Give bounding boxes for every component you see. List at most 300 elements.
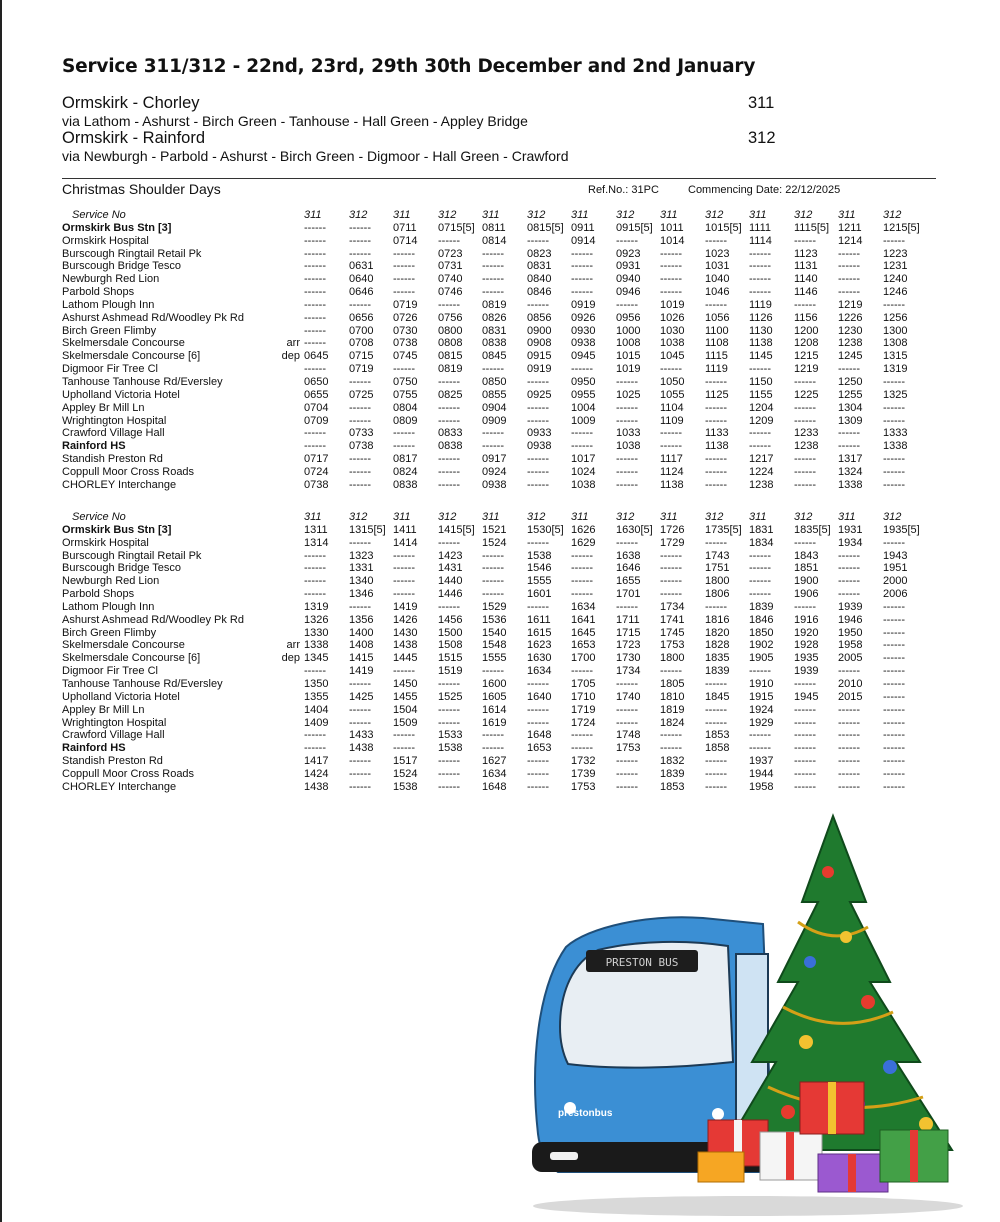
departure-time: ------ bbox=[838, 665, 860, 678]
departure-time: ------ bbox=[794, 536, 816, 549]
departure-time: 1130 bbox=[749, 324, 773, 337]
departure-time: 0715[5] bbox=[438, 221, 475, 234]
departure-time: ------ bbox=[482, 742, 504, 755]
departure-time: 1311 bbox=[304, 523, 328, 536]
departure-time: 1119 bbox=[705, 363, 728, 376]
departure-time: ------ bbox=[705, 465, 727, 478]
service-number: 312 bbox=[883, 209, 902, 221]
departure-time: 1338 bbox=[304, 639, 329, 652]
departure-time: ------ bbox=[705, 298, 727, 311]
departure-time: 1326 bbox=[304, 613, 329, 626]
departure-time: 1820 bbox=[705, 626, 730, 639]
service-number: 312 bbox=[349, 511, 368, 523]
stop-name: Ormskirk Bus Stn [3] bbox=[62, 523, 172, 536]
departure-time: 1538 bbox=[438, 742, 463, 755]
departure-time: 0825 bbox=[438, 388, 463, 401]
departure-time: 1734 bbox=[616, 665, 641, 678]
departure-time: 1900 bbox=[794, 575, 819, 588]
departure-time: 1445 bbox=[393, 652, 418, 665]
departure-time: 1324 bbox=[838, 465, 863, 478]
departure-time: 1655 bbox=[616, 575, 641, 588]
departure-time: ------ bbox=[482, 427, 504, 440]
departure-time: 1640 bbox=[527, 690, 552, 703]
departure-time: 1924 bbox=[749, 703, 774, 716]
stop-name: Digmoor Fir Tree Cl bbox=[62, 363, 158, 376]
departure-time: 1438 bbox=[304, 780, 329, 793]
departure-time: 1834 bbox=[749, 536, 774, 549]
timetable-row bbox=[0, 704, 1000, 717]
departure-time: 1623 bbox=[527, 639, 552, 652]
timetable-row bbox=[0, 588, 1000, 601]
timetable-row bbox=[0, 717, 1000, 730]
departure-time: 1626 bbox=[571, 523, 596, 536]
departure-time: 1800 bbox=[705, 575, 730, 588]
timetable-row bbox=[0, 479, 1000, 492]
departure-time: ------ bbox=[838, 703, 860, 716]
departure-time: 1850 bbox=[749, 626, 774, 639]
departure-time: ------ bbox=[393, 549, 415, 562]
arr-dep-marker: dep bbox=[281, 652, 300, 665]
departure-time: 1240 bbox=[883, 273, 908, 286]
stop-name: Appley Br Mill Ln bbox=[62, 703, 145, 716]
departure-time: 1138 bbox=[705, 440, 729, 453]
departure-time: 0925 bbox=[527, 388, 552, 401]
departure-time: 1404 bbox=[304, 703, 329, 716]
stop-name: CHORLEY Interchange bbox=[62, 780, 177, 793]
departure-time: ------ bbox=[616, 677, 638, 690]
departure-time: 1851 bbox=[794, 562, 819, 575]
stop-name: Birch Green Flimby bbox=[62, 626, 157, 639]
departure-time: ------ bbox=[304, 588, 326, 601]
departure-time: 1011 bbox=[660, 221, 684, 234]
departure-time: 1601 bbox=[527, 588, 552, 601]
stop-name: Lathom Plough Inn bbox=[62, 600, 155, 613]
departure-time: 1245 bbox=[838, 350, 863, 363]
departure-time: ------ bbox=[438, 234, 460, 247]
service-number: 311 bbox=[571, 209, 589, 221]
departure-time: 0838 bbox=[393, 478, 418, 491]
departure-time: ------ bbox=[749, 273, 771, 286]
departure-time: ------ bbox=[794, 703, 816, 716]
departure-time: ------ bbox=[349, 414, 371, 427]
departure-time: 1109 bbox=[660, 414, 684, 427]
departure-time: ------ bbox=[571, 575, 593, 588]
departure-time: ------ bbox=[349, 677, 371, 690]
departure-time: 1806 bbox=[705, 588, 730, 601]
departure-time: 1805 bbox=[660, 677, 685, 690]
departure-time: ------ bbox=[482, 665, 504, 678]
departure-time: ------ bbox=[660, 588, 682, 601]
departure-time: 1753 bbox=[616, 742, 641, 755]
departure-time: ------ bbox=[438, 716, 460, 729]
departure-time: ------ bbox=[794, 375, 816, 388]
arr-dep-marker: arr bbox=[286, 639, 300, 652]
departure-time: 1937 bbox=[749, 755, 774, 768]
timetable-row bbox=[0, 601, 1000, 614]
departure-time: 1946 bbox=[838, 613, 863, 626]
departure-time: ------ bbox=[883, 414, 905, 427]
departure-time: ------ bbox=[527, 478, 549, 491]
timetable-row bbox=[0, 665, 1000, 678]
departure-time: ------ bbox=[794, 600, 816, 613]
stop-name: Newburgh Red Lion bbox=[62, 273, 160, 286]
departure-time: 0924 bbox=[482, 465, 507, 478]
departure-time: ------ bbox=[349, 780, 371, 793]
departure-time: 0814 bbox=[482, 234, 507, 247]
departure-time: ------ bbox=[393, 588, 415, 601]
departure-time: ------ bbox=[616, 375, 638, 388]
stop-name: Burscough Ringtail Retail Pk bbox=[62, 549, 202, 562]
departure-time: ------ bbox=[883, 478, 905, 491]
service-number: 312 bbox=[705, 209, 724, 221]
departure-time: ------ bbox=[393, 260, 415, 273]
departure-time: 1810 bbox=[660, 690, 685, 703]
departure-time: ------ bbox=[527, 716, 549, 729]
departure-time: 2015 bbox=[838, 690, 863, 703]
departure-time: 1630[5] bbox=[616, 523, 653, 536]
departure-time: ------ bbox=[883, 703, 905, 716]
timetable-row bbox=[0, 337, 1000, 350]
stop-name: Ormskirk Hospital bbox=[62, 234, 149, 247]
departure-time: 1117 bbox=[660, 453, 683, 466]
departure-time: 1017 bbox=[571, 453, 596, 466]
departure-time: ------ bbox=[883, 677, 905, 690]
departure-time: 0855 bbox=[482, 388, 507, 401]
stop-name: Newburgh Red Lion bbox=[62, 575, 160, 588]
service-number: 312 bbox=[794, 209, 813, 221]
timetable-row bbox=[0, 222, 1000, 235]
route-312-name: Ormskirk - Rainford bbox=[62, 129, 206, 147]
departure-time: ------ bbox=[749, 286, 771, 299]
departure-time: ------ bbox=[393, 575, 415, 588]
departure-time: 1104 bbox=[660, 401, 684, 414]
timetable-row bbox=[0, 235, 1000, 248]
service-no-label: Service No bbox=[72, 511, 126, 523]
departure-time: ------ bbox=[349, 716, 371, 729]
departure-time: ------ bbox=[749, 562, 771, 575]
departure-time: ------ bbox=[660, 427, 682, 440]
departure-time: ------ bbox=[527, 453, 549, 466]
departure-time: ------ bbox=[883, 613, 905, 626]
departure-time: ------ bbox=[482, 247, 504, 260]
departure-time: 1230 bbox=[838, 324, 863, 337]
timetable-row bbox=[0, 325, 1000, 338]
departure-time: 0655 bbox=[304, 388, 329, 401]
departure-time: ------ bbox=[304, 665, 326, 678]
departure-time: ------ bbox=[705, 453, 727, 466]
departure-time: 0740 bbox=[438, 273, 463, 286]
departure-time: 1208 bbox=[794, 337, 819, 350]
departure-time: ------ bbox=[349, 247, 371, 260]
departure-time: 1835 bbox=[705, 652, 730, 665]
departure-time: 1711 bbox=[616, 613, 640, 626]
departure-time: ------ bbox=[838, 767, 860, 780]
departure-time: 1333 bbox=[883, 427, 908, 440]
departure-time: 1430 bbox=[393, 626, 418, 639]
departure-time: 1934 bbox=[838, 536, 863, 549]
departure-time: ------ bbox=[883, 690, 905, 703]
departure-time: ------ bbox=[571, 742, 593, 755]
departure-time: 0831 bbox=[527, 260, 552, 273]
departure-time: ------ bbox=[393, 729, 415, 742]
departure-time: 1019 bbox=[616, 363, 641, 376]
stop-name: Skelmersdale Concourse bbox=[62, 337, 185, 350]
departure-time: ------ bbox=[616, 234, 638, 247]
departure-time: 1004 bbox=[571, 401, 596, 414]
departure-time: ------ bbox=[616, 298, 638, 311]
departure-time: ------ bbox=[393, 286, 415, 299]
service-number: 312 bbox=[794, 511, 813, 523]
departure-time: ------ bbox=[883, 780, 905, 793]
timetable-row bbox=[0, 742, 1000, 755]
departure-time: 0756 bbox=[438, 311, 463, 324]
service-number: 311 bbox=[660, 511, 678, 523]
departure-time: 1743 bbox=[705, 549, 730, 562]
departure-time: ------ bbox=[304, 549, 326, 562]
departure-time: 1846 bbox=[749, 613, 774, 626]
timetable-row bbox=[0, 729, 1000, 742]
timetable-row bbox=[0, 768, 1000, 781]
arr-dep-marker: arr bbox=[286, 337, 300, 350]
departure-time: 1315[5] bbox=[349, 523, 386, 536]
departure-time: ------ bbox=[571, 363, 593, 376]
departure-time: 1835[5] bbox=[794, 523, 831, 536]
departure-time: ------ bbox=[527, 536, 549, 549]
departure-time: 1843 bbox=[794, 549, 819, 562]
departure-time: ------ bbox=[438, 780, 460, 793]
service-number: 312 bbox=[616, 209, 635, 221]
departure-time: 1304 bbox=[838, 401, 863, 414]
departure-time: 0719 bbox=[393, 298, 418, 311]
departure-time: 1753 bbox=[571, 780, 596, 793]
departure-time: 1819 bbox=[660, 703, 685, 716]
service-number: 312 bbox=[438, 511, 457, 523]
departure-time: ------ bbox=[304, 337, 326, 350]
departure-time: 0919 bbox=[571, 298, 596, 311]
departure-time: ------ bbox=[482, 549, 504, 562]
departure-time: 0926 bbox=[571, 311, 596, 324]
departure-time: 0819 bbox=[482, 298, 507, 311]
departure-time: 1928 bbox=[794, 639, 819, 652]
departure-time: 1627 bbox=[482, 755, 507, 768]
departure-time: 1533 bbox=[438, 729, 463, 742]
timetable-row bbox=[0, 440, 1000, 453]
departure-time: 1045 bbox=[660, 350, 685, 363]
departure-time: 1939 bbox=[794, 665, 819, 678]
departure-time: ------ bbox=[883, 453, 905, 466]
departure-time: ------ bbox=[482, 363, 504, 376]
departure-time: 1800 bbox=[660, 652, 685, 665]
departure-time: 1645 bbox=[571, 626, 596, 639]
departure-time: ------ bbox=[438, 401, 460, 414]
departure-time: ------ bbox=[616, 767, 638, 780]
departure-time: 1250 bbox=[838, 375, 863, 388]
departure-time: 1710 bbox=[571, 690, 596, 703]
departure-time: 1745 bbox=[660, 626, 685, 639]
stop-name: Rainford HS bbox=[62, 440, 126, 453]
route-312-number: 312 bbox=[748, 129, 776, 147]
departure-time: 1730 bbox=[616, 652, 641, 665]
departure-time: ------ bbox=[349, 375, 371, 388]
timetable-row bbox=[0, 524, 1000, 537]
service-number: 311 bbox=[304, 209, 322, 221]
departure-time: 1408 bbox=[349, 639, 374, 652]
departure-time: ------ bbox=[527, 703, 549, 716]
departure-time: 1030 bbox=[660, 324, 685, 337]
departure-time: 0656 bbox=[349, 311, 374, 324]
departure-time: 0809 bbox=[393, 414, 418, 427]
departure-time: ------ bbox=[393, 665, 415, 678]
departure-time: ------ bbox=[571, 588, 593, 601]
departure-time: 0719 bbox=[349, 363, 374, 376]
departure-time: 0940 bbox=[616, 273, 641, 286]
stop-name: Ashurst Ashmead Rd/Woodley Pk Rd bbox=[62, 613, 244, 626]
departure-time: 0824 bbox=[393, 465, 418, 478]
departure-time: ------ bbox=[705, 234, 727, 247]
departure-time: ------ bbox=[616, 703, 638, 716]
service-number: 312 bbox=[527, 511, 546, 523]
departure-time: ------ bbox=[883, 401, 905, 414]
departure-time: 1355 bbox=[304, 690, 329, 703]
departure-time: 1217 bbox=[749, 453, 774, 466]
service-number: 311 bbox=[393, 511, 411, 523]
departure-time: 1853 bbox=[660, 780, 685, 793]
timetable-row bbox=[0, 781, 1000, 794]
departure-time: 0856 bbox=[527, 311, 552, 324]
departure-time: 0724 bbox=[304, 465, 329, 478]
departure-time: ------ bbox=[660, 286, 682, 299]
departure-time: 1943 bbox=[883, 549, 908, 562]
departure-time: ------ bbox=[571, 665, 593, 678]
departure-time: 1629 bbox=[571, 536, 596, 549]
departure-time: 0725 bbox=[349, 388, 374, 401]
departure-time: 1038 bbox=[660, 337, 685, 350]
departure-time: 1431 bbox=[438, 562, 463, 575]
departure-time: 1732 bbox=[571, 755, 596, 768]
departure-time: ------ bbox=[705, 478, 727, 491]
departure-time: 1108 bbox=[705, 337, 729, 350]
departure-time: 1634 bbox=[527, 665, 552, 678]
departure-time: 0645 bbox=[304, 350, 329, 363]
departure-time: ------ bbox=[794, 401, 816, 414]
departure-time: 0819 bbox=[438, 363, 463, 376]
departure-time: 1309 bbox=[838, 414, 863, 427]
departure-time: 1455 bbox=[393, 690, 418, 703]
departure-time: ------ bbox=[749, 742, 771, 755]
departure-time: 0738 bbox=[393, 337, 418, 350]
departure-time: 1646 bbox=[616, 562, 641, 575]
departure-time: ------ bbox=[883, 665, 905, 678]
departure-time: 1046 bbox=[705, 286, 730, 299]
departure-time: ------ bbox=[705, 536, 727, 549]
departure-time: 1238 bbox=[749, 478, 774, 491]
departure-time: 0726 bbox=[393, 311, 418, 324]
timetable-row bbox=[0, 427, 1000, 440]
departure-time: ------ bbox=[304, 729, 326, 742]
departure-time: 1729 bbox=[660, 536, 685, 549]
departure-time: ------ bbox=[883, 465, 905, 478]
departure-time: 0700 bbox=[349, 324, 374, 337]
departure-time: 1615 bbox=[527, 626, 552, 639]
departure-time: 1858 bbox=[705, 742, 730, 755]
departure-time: 1504 bbox=[393, 703, 418, 716]
departure-time: 0908 bbox=[527, 337, 552, 350]
service-number: 312 bbox=[527, 209, 546, 221]
departure-time: ------ bbox=[527, 600, 549, 613]
departure-time: 1935[5] bbox=[883, 523, 920, 536]
timetable-row bbox=[0, 248, 1000, 261]
departure-time: 1019 bbox=[660, 298, 685, 311]
departure-time: 1734 bbox=[660, 600, 685, 613]
departure-time: ------ bbox=[304, 286, 326, 299]
departure-time: 1319 bbox=[304, 600, 329, 613]
departure-time: ------ bbox=[794, 729, 816, 742]
departure-time: ------ bbox=[616, 716, 638, 729]
departure-time: ------ bbox=[660, 247, 682, 260]
departure-time: ------ bbox=[883, 298, 905, 311]
departure-time: ------ bbox=[838, 755, 860, 768]
departure-time: ------ bbox=[749, 440, 771, 453]
departure-time: 1338 bbox=[883, 440, 908, 453]
departure-time: 1426 bbox=[393, 613, 418, 626]
departure-time: ------ bbox=[705, 716, 727, 729]
departure-time: 1931 bbox=[838, 523, 863, 536]
departure-time: 1338 bbox=[838, 478, 863, 491]
route-311-number: 311 bbox=[748, 94, 775, 112]
departure-time: 1150 bbox=[749, 375, 773, 388]
departure-time: 1521 bbox=[482, 523, 507, 536]
departure-time: 0914 bbox=[571, 234, 596, 247]
departure-time: 1331 bbox=[349, 562, 374, 575]
departure-time: 1225 bbox=[794, 388, 819, 401]
departure-time: ------ bbox=[660, 562, 682, 575]
timetable-row bbox=[0, 402, 1000, 415]
departure-time: ------ bbox=[349, 703, 371, 716]
timetable-morning bbox=[0, 209, 1000, 492]
departure-time: 1223 bbox=[883, 247, 908, 260]
departure-time: 1915 bbox=[749, 690, 774, 703]
timetable-afternoon bbox=[0, 511, 1000, 794]
departure-time: ------ bbox=[749, 427, 771, 440]
departure-time: ------ bbox=[349, 478, 371, 491]
stop-name: Ormskirk Bus Stn [3] bbox=[62, 221, 172, 234]
departure-time: 1944 bbox=[749, 767, 774, 780]
departure-time: 1319 bbox=[883, 363, 908, 376]
departure-time: 1115 bbox=[705, 350, 728, 363]
departure-time: 1950 bbox=[838, 626, 863, 639]
departure-time: 1723 bbox=[616, 639, 641, 652]
departure-time: ------ bbox=[482, 440, 504, 453]
timetable-row bbox=[0, 575, 1000, 588]
departure-time: 0930 bbox=[571, 324, 596, 337]
departure-time: 1500 bbox=[438, 626, 463, 639]
departure-time: 0650 bbox=[304, 375, 329, 388]
departure-time: ------ bbox=[838, 742, 860, 755]
service-number: 312 bbox=[438, 209, 457, 221]
departure-time: ------ bbox=[749, 247, 771, 260]
departure-time: ------ bbox=[393, 440, 415, 453]
departure-time: 1138 bbox=[749, 337, 773, 350]
departure-time: 1546 bbox=[527, 562, 552, 575]
departure-time: 1419 bbox=[349, 665, 374, 678]
timetable-row bbox=[0, 678, 1000, 691]
departure-time: 0750 bbox=[393, 375, 418, 388]
departure-time: ------ bbox=[838, 588, 860, 601]
departure-time: 1140 bbox=[794, 273, 818, 286]
departure-time: 1958 bbox=[749, 780, 774, 793]
departure-time: 1929 bbox=[749, 716, 774, 729]
departure-time: 0811 bbox=[482, 221, 506, 234]
